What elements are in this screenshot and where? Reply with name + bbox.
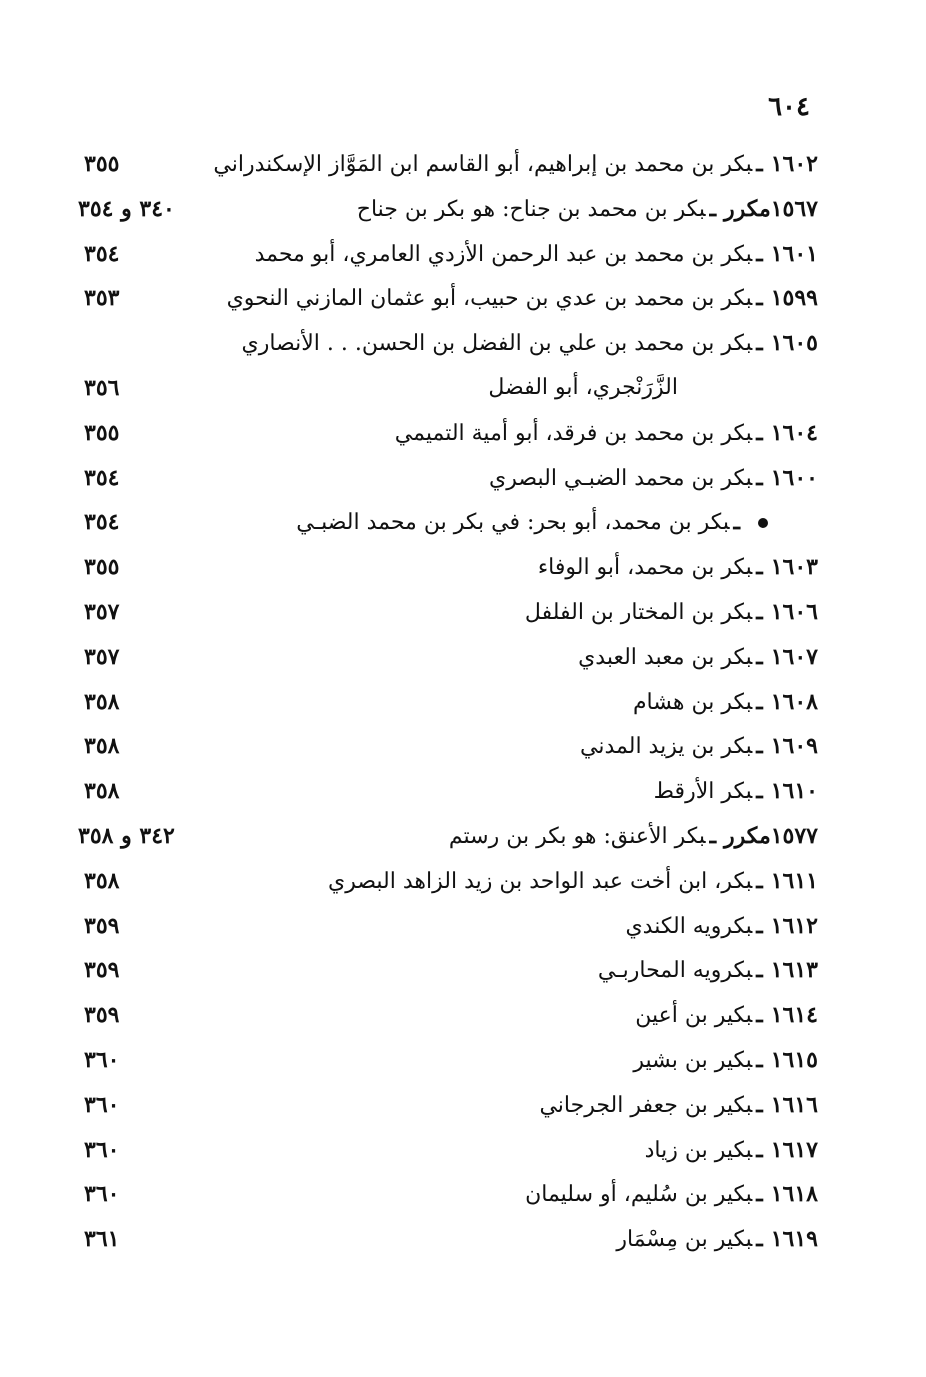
entry-text-line <box>633 1045 818 1076</box>
page-reference: ٣٤٢ و ٣٥٨ <box>78 822 175 849</box>
entry-name: بكر الأرقط <box>653 779 753 805</box>
entry-number: ١٦٠٢ <box>770 151 818 177</box>
page-reference: ٣٦٠ <box>84 1091 120 1118</box>
entry-number: ١٦١٤ <box>770 1002 818 1029</box>
entry-number: ١٦١٢ <box>770 912 818 939</box>
entry-text-line <box>525 1179 818 1210</box>
entry-text-line <box>328 866 818 897</box>
index-entry <box>78 817 818 862</box>
entry-name: بكير بن زياد <box>644 1137 753 1163</box>
entry-number: ١٦١٣ <box>770 957 818 984</box>
entry-number: ١٥٧٧مكرر <box>724 822 818 849</box>
entry-separator: ـ <box>756 598 763 625</box>
entry-separator: ـ <box>756 1136 763 1163</box>
entry-separator: ـ <box>756 554 763 581</box>
page-reference: ٣٥٧ <box>84 643 120 670</box>
index-entry <box>78 996 818 1041</box>
page-number: ٦٠٤ <box>768 92 810 122</box>
entry-name: بكر بن محمد بن علي بن الفضل بن الحسن. . . الأنصاري <box>241 331 753 357</box>
index-entry <box>78 593 818 638</box>
entry-separator: ـ <box>709 822 717 849</box>
entry-text-line <box>539 1090 818 1121</box>
page-reference: ٣٥٨ <box>84 688 120 715</box>
entry-separator: ـ <box>756 688 763 715</box>
entry-text-line <box>489 463 818 494</box>
entry-text-line <box>578 642 818 673</box>
entry-name: بكرويه الكندي <box>625 913 753 939</box>
page-reference: ٣٥٨ <box>84 867 120 894</box>
entry-separator: ـ <box>709 195 717 222</box>
entry-separator: ـ <box>756 419 763 446</box>
index-entry <box>78 548 818 593</box>
entry-name: بكر بن محمد بن إبراهيم، أبو القاسم ابن المَوَّاز الإسكندراني <box>213 152 753 177</box>
entry-number: ١٦١٦ <box>770 1091 818 1118</box>
entry-separator: ـ <box>733 509 740 536</box>
entry-text-line <box>357 194 818 225</box>
index-entry <box>78 727 818 772</box>
page-reference: ٣٥٤ <box>84 464 120 491</box>
entry-number: ١٦١٨ <box>770 1181 818 1208</box>
entry-name: بكير بن مِسْمَار <box>616 1227 753 1253</box>
page-reference: ٣٦١ <box>84 1226 120 1253</box>
index-entry <box>78 1175 818 1220</box>
index-entry <box>78 369 818 414</box>
entry-name: بكر بن محمد بن فرقد، أبو أمية التميمي <box>394 420 753 446</box>
entry-text-line <box>395 418 818 449</box>
entry-number: ١٥٩٩ <box>770 285 818 312</box>
entry-name: بكير بن جعفر الجرجاني <box>539 1092 753 1118</box>
entry-separator: ـ <box>756 733 763 760</box>
entry-number: ١٦٠٧ <box>770 643 818 670</box>
entry-name: بكير بن أعين <box>635 1003 753 1029</box>
entry-separator: ـ <box>756 1226 763 1253</box>
entry-text-line <box>241 328 818 359</box>
entry-text-line <box>580 731 818 762</box>
entry-name: بكر بن محمد، أبو بحر: في بكر بن محمد الضبـي <box>296 510 730 536</box>
entry-name: بكر، ابن أخت عبد الواحد بن زيد الزاهد البصري <box>327 868 753 894</box>
entry-number: ١٦٠٩ <box>770 733 818 760</box>
index-entry <box>78 279 818 324</box>
entry-text-line <box>449 821 818 852</box>
entry-separator: ـ <box>756 1046 763 1073</box>
index-entry <box>78 772 818 817</box>
index-entry <box>78 951 818 996</box>
index-entry <box>78 862 818 907</box>
index-entry <box>78 907 818 952</box>
entry-name: بكير بن سُليم، أو سليمان <box>525 1182 753 1208</box>
entry-number: ١٦١٥ <box>770 1046 818 1073</box>
entry-name: بكر بن محمد، أبو الوفاء <box>537 555 753 581</box>
entry-separator: ـ <box>756 912 763 939</box>
entry-number: ١٦١١ <box>770 867 818 894</box>
entry-number: ١٦١٩ <box>770 1226 818 1253</box>
entry-name: بكر بن هشام <box>632 689 753 715</box>
page-reference: ٣٦٠ <box>84 1181 120 1208</box>
entry-text-line <box>654 776 818 807</box>
entry-name: بكرويه المحاربـي <box>597 958 753 984</box>
page-reference: ٣٥٤ <box>84 240 120 267</box>
page-reference: ٣٥٥ <box>84 419 120 446</box>
entry-separator: ـ <box>756 957 763 984</box>
entry-name: بكر بن يزيد المدني <box>580 734 753 760</box>
entry-separator: ـ <box>756 1002 763 1029</box>
entry-separator: ـ <box>756 778 763 805</box>
index-entry <box>78 190 818 235</box>
entry-text-line <box>616 1224 818 1255</box>
entry-text-line <box>227 283 818 314</box>
page-reference: ٣٥٣ <box>84 285 120 312</box>
page-reference: ٣٥٧ <box>84 598 120 625</box>
entry-number: ١٦٠٠ <box>770 464 818 491</box>
entry-text-line <box>525 597 818 628</box>
page-reference: ٣٦٠ <box>84 1136 120 1163</box>
entry-name: بكر الأعنق: هو بكر بن رستم <box>448 823 706 849</box>
entry-text-line <box>538 552 818 583</box>
entry-text-line <box>635 1000 818 1031</box>
index-entry <box>78 638 818 683</box>
index-entry <box>78 1220 818 1265</box>
page-reference: ٣٥٩ <box>84 1002 120 1029</box>
index-entry <box>78 459 818 504</box>
page-reference: ٣٥٨ <box>84 733 120 760</box>
page-reference: ٣٥٥ <box>84 554 120 581</box>
entry-name: بكر بن المختار بن الفلفل <box>524 599 753 625</box>
entry-text-line <box>255 239 818 270</box>
entry-separator: ـ <box>756 464 763 491</box>
entry-separator: ـ <box>756 1181 763 1208</box>
index-entry <box>78 145 818 190</box>
entry-number: ١٥٦٧مكرر <box>724 195 818 222</box>
entry-number: ١٦٠٤ <box>770 419 818 446</box>
entry-separator: ـ <box>756 285 763 312</box>
entry-number: ١٦٠٨ <box>770 688 818 715</box>
entry-separator: ـ <box>756 151 763 177</box>
entry-number: ١٦٠٣ <box>770 554 818 581</box>
bullet-icon <box>758 518 768 528</box>
page-reference: ٣٦٠ <box>84 1046 120 1073</box>
page-reference: ٣٥٤ <box>84 509 120 536</box>
index-entry <box>78 1086 818 1131</box>
entry-number: ١٦١٧ <box>770 1136 818 1163</box>
page-reference: ٣٥٩ <box>84 912 120 939</box>
entry-name: بكير بن بشير <box>633 1047 753 1073</box>
index-entry <box>78 235 818 280</box>
entry-separator: ـ <box>756 1091 763 1118</box>
index-entry <box>78 1041 818 1086</box>
index-entry <box>78 503 818 548</box>
entry-text-line <box>488 373 818 403</box>
entry-separator: ـ <box>756 240 763 267</box>
index-entry <box>78 1131 818 1176</box>
index-list <box>78 145 818 1265</box>
entry-number: ١٦٠٦ <box>770 598 818 625</box>
page-reference: ٣٥٦ <box>84 374 120 401</box>
entry-text-line <box>645 1135 818 1166</box>
entry-name: بكر بن محمد بن عدي بن حبيب، أبو عثمان المازني النحوي <box>226 286 753 312</box>
entry-number: ١٦١٠ <box>770 778 818 805</box>
entry-name: بكر بن معبد العبدي <box>578 644 753 670</box>
entry-separator: ـ <box>756 330 763 357</box>
page-reference: ٣٥٩ <box>84 957 120 984</box>
page-reference: ٣٤٠ و ٣٥٤ <box>78 195 175 222</box>
index-entry <box>78 324 818 369</box>
page-reference: ٣٥٥ <box>84 151 120 177</box>
entry-text-line <box>625 911 818 942</box>
entry-name: بكر بن محمد بن عبد الرحمن الأزدي العامري، أبو محمد <box>254 241 753 267</box>
entry-separator: ـ <box>756 643 763 670</box>
entry-number: ١٦٠٥ <box>770 330 818 357</box>
entry-name: الزَّرَنْجري، أبو الفضل <box>488 374 678 400</box>
page-reference: ٣٥٨ <box>84 778 120 805</box>
entry-name: بكر بن محمد الضبـي البصري <box>489 465 753 491</box>
index-entry <box>78 683 818 728</box>
entry-name: بكر بن محمد بن جناح: هو بكر بن جناح <box>356 196 706 222</box>
entry-text-line <box>598 955 818 986</box>
index-entry <box>78 414 818 459</box>
entry-text-line <box>296 507 768 538</box>
entry-text-line <box>213 149 818 180</box>
entry-text-line <box>633 687 818 718</box>
entry-number: ١٦٠١ <box>770 240 818 267</box>
entry-separator: ـ <box>756 867 763 894</box>
